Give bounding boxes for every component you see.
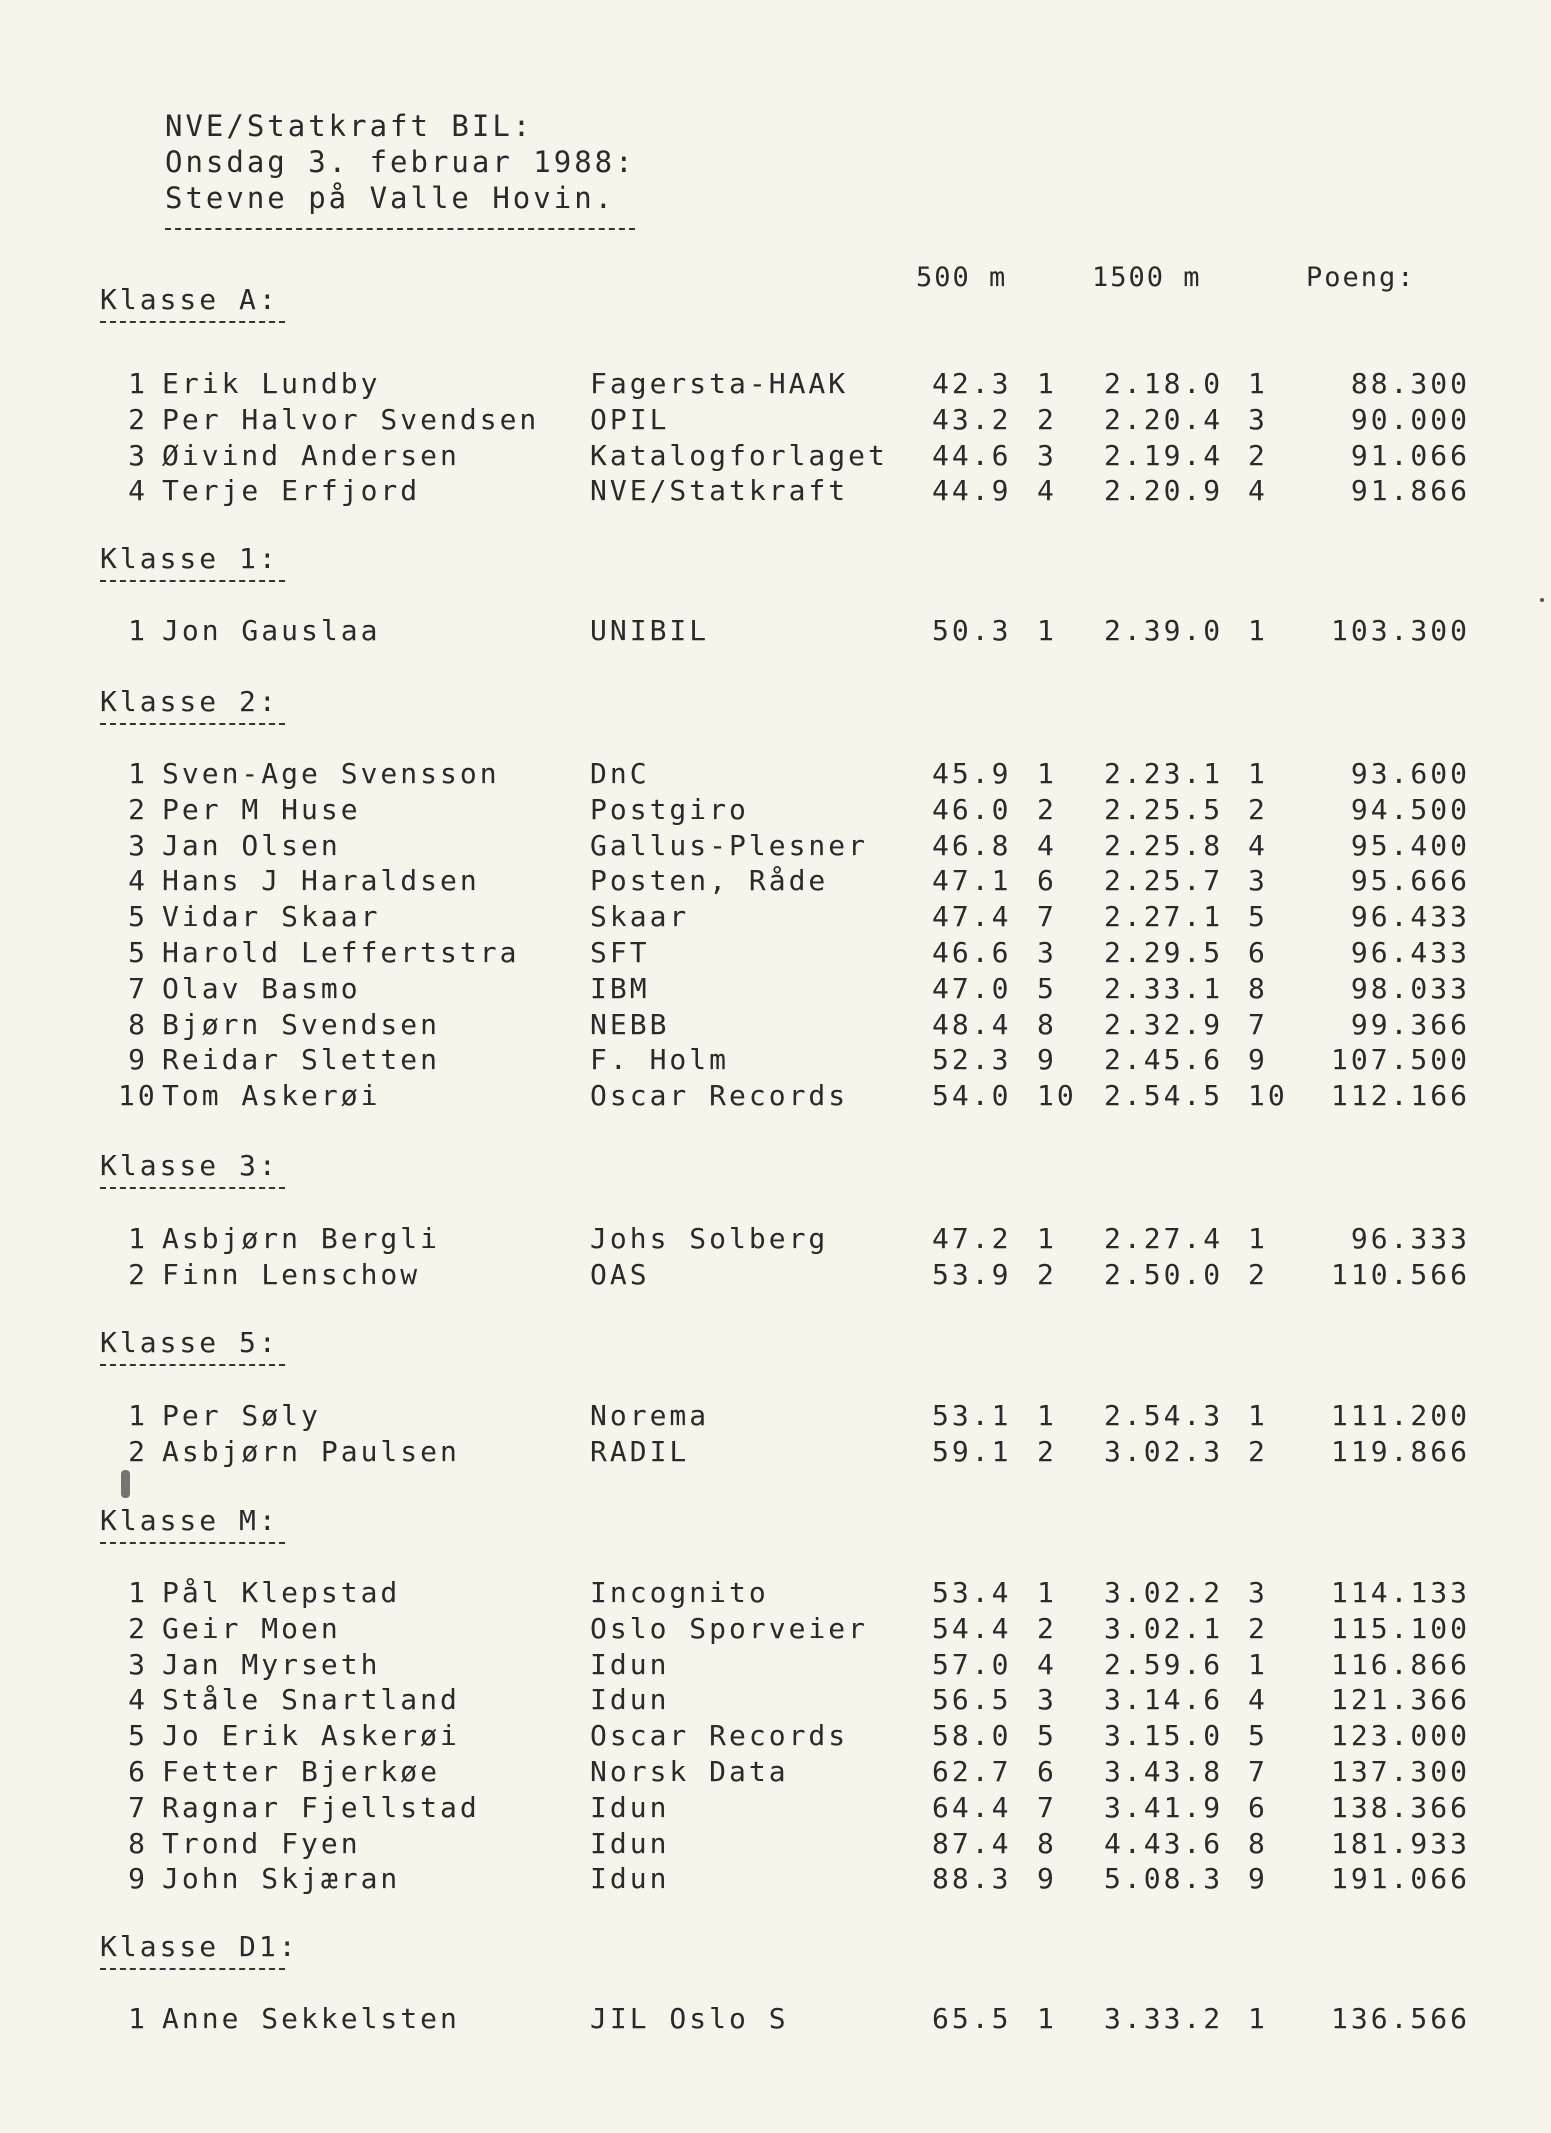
place-cell: 2: [128, 1434, 148, 1468]
rank-500m: 1: [1037, 1222, 1057, 1255]
time-500m: 50.3: [932, 614, 1012, 647]
time-500m: 48.4: [932, 1007, 1012, 1041]
athlete-name: Finn Lenschow: [162, 1257, 421, 1291]
rank-1500m: 9: [1248, 1043, 1268, 1077]
points-cell: 95.400: [1350, 828, 1470, 862]
rank-500m: 2: [1037, 1611, 1057, 1645]
rank-500m: 9: [1037, 1043, 1057, 1077]
club-name: JIL Oslo S: [590, 2002, 789, 2035]
rank-500m: 3: [1037, 1683, 1057, 1717]
time-1500m: 2.20.9: [1104, 474, 1224, 508]
points-cell: 112.166: [1330, 1079, 1470, 1113]
time-1500m: 3.14.6: [1104, 1683, 1224, 1717]
place-cell: 1: [128, 367, 148, 400]
time-500m: 64.4: [932, 1790, 1012, 1824]
club-name: Idun: [590, 1826, 670, 1860]
result-row: [0, 1683, 1551, 1717]
time-500m: 46.8: [932, 828, 1012, 862]
rank-500m: 6: [1037, 864, 1057, 898]
points-cell: 119.866: [1330, 1434, 1470, 1468]
club-name: SFT: [590, 936, 650, 969]
rank-500m: 4: [1037, 1647, 1057, 1681]
athlete-name: Jon Gauslaa: [162, 614, 381, 647]
club-name: Gallus-Plesner: [590, 828, 869, 862]
time-1500m: 2.27.1: [1104, 900, 1224, 934]
time-500m: 88.3: [932, 1862, 1012, 1896]
time-1500m: 4.43.6: [1104, 1826, 1224, 1860]
time-500m: 65.5: [932, 2002, 1012, 2035]
time-500m: 53.1: [932, 1399, 1012, 1432]
athlete-name: Erik Lundby: [162, 367, 381, 400]
place-cell: 4: [128, 1683, 148, 1717]
time-1500m: 2.20.4: [1104, 402, 1224, 436]
club-name: Postgiro: [590, 792, 749, 826]
points-cell: 94.500: [1350, 792, 1470, 826]
time-500m: 45.9: [932, 757, 1012, 790]
class-divider: [100, 723, 285, 725]
result-row: [0, 793, 1551, 827]
class-divider: [100, 580, 285, 582]
result-row: [0, 2002, 1551, 2036]
rank-500m: 1: [1037, 614, 1057, 647]
time-1500m: 2.25.7: [1104, 864, 1224, 898]
col-header-500m: 500 m: [916, 262, 1008, 293]
athlete-name: Vidar Skaar: [162, 900, 381, 934]
rank-500m: 7: [1037, 1790, 1057, 1824]
result-row: [0, 1258, 1551, 1292]
place-cell: 7: [128, 971, 148, 1005]
rank-1500m: 1: [1248, 1222, 1268, 1255]
time-500m: 44.9: [932, 474, 1012, 508]
points-cell: 107.500: [1330, 1043, 1470, 1077]
time-1500m: 2.59.6: [1104, 1647, 1224, 1681]
time-1500m: 2.32.9: [1104, 1007, 1224, 1041]
time-1500m: 2.19.4: [1104, 438, 1224, 472]
col-header-points: Poeng:: [1306, 262, 1416, 293]
time-1500m: 2.39.0: [1104, 614, 1224, 647]
time-500m: 47.0: [932, 971, 1012, 1005]
athlete-name: Hans J Haraldsen: [162, 864, 480, 898]
place-cell: 1: [128, 1399, 148, 1432]
rank-1500m: 7: [1248, 1755, 1268, 1788]
time-500m: 52.3: [932, 1043, 1012, 1077]
rank-500m: 5: [1037, 971, 1057, 1005]
club-name: DnC: [590, 757, 650, 790]
time-1500m: 2.50.0: [1104, 1257, 1224, 1291]
rank-1500m: 3: [1248, 1576, 1268, 1609]
rank-1500m: 2: [1248, 1611, 1268, 1645]
athlete-name: Harold Leffertstra: [162, 936, 520, 969]
athlete-name: Jan Myrseth: [162, 1647, 381, 1681]
rank-500m: 4: [1037, 828, 1057, 862]
time-1500m: 3.43.8: [1104, 1755, 1224, 1788]
result-row: [0, 1612, 1551, 1646]
time-500m: 47.4: [932, 900, 1012, 934]
rank-1500m: 8: [1248, 1826, 1268, 1860]
time-1500m: 2.29.5: [1104, 936, 1224, 969]
time-1500m: 5.08.3: [1104, 1862, 1224, 1896]
result-row: [0, 900, 1551, 934]
place-cell: 1: [128, 757, 148, 790]
club-name: Oslo Sporveier: [590, 1611, 869, 1645]
club-name: NEBB: [590, 1007, 670, 1041]
class-title: Klasse M:: [100, 1504, 279, 1537]
points-cell: 111.200: [1330, 1399, 1470, 1432]
place-cell: 1: [128, 614, 148, 647]
time-500m: 54.0: [932, 1079, 1012, 1113]
rank-1500m: 1: [1248, 757, 1268, 790]
athlete-name: Geir Moen: [162, 1611, 341, 1645]
athlete-name: Per Halvor Svendsen: [162, 402, 540, 436]
rank-1500m: 2: [1248, 1257, 1268, 1291]
athlete-name: Trond Fyen: [162, 1826, 361, 1860]
place-cell: 6: [128, 1755, 148, 1788]
time-500m: 58.0: [932, 1719, 1012, 1753]
rank-500m: 6: [1037, 1755, 1057, 1788]
points-cell: 121.366: [1330, 1683, 1470, 1717]
header-divider: [165, 228, 635, 230]
time-1500m: 2.54.3: [1104, 1399, 1224, 1432]
club-name: Johs Solberg: [590, 1222, 829, 1255]
points-cell: 90.000: [1350, 402, 1470, 436]
rank-500m: 1: [1037, 757, 1057, 790]
club-name: NVE/Statkraft: [590, 474, 849, 508]
time-500m: 62.7: [932, 1755, 1012, 1788]
place-cell: 1: [128, 1576, 148, 1609]
athlete-name: Per Søly: [162, 1399, 321, 1432]
rank-500m: 2: [1037, 1257, 1057, 1291]
result-row: [0, 1862, 1551, 1896]
club-name: F. Holm: [590, 1043, 730, 1077]
rank-500m: 9: [1037, 1862, 1057, 1896]
class-divider: [100, 1542, 285, 1544]
club-name: Idun: [590, 1647, 670, 1681]
place-cell: 9: [128, 1862, 148, 1896]
athlete-name: Jan Olsen: [162, 828, 341, 862]
rank-500m: 10: [1037, 1079, 1077, 1113]
result-row: [0, 757, 1551, 791]
athlete-name: Øivind Andersen: [162, 438, 460, 472]
ink-dot: [1540, 598, 1544, 602]
rank-1500m: 4: [1248, 474, 1268, 508]
athlete-name: Asbjørn Bergli: [162, 1222, 441, 1255]
class-divider: [100, 321, 285, 323]
points-cell: 116.866: [1330, 1647, 1470, 1681]
result-row: [0, 367, 1551, 401]
header-line-3: Stevne på Valle Hovin.: [165, 181, 616, 215]
points-cell: 91.866: [1350, 474, 1470, 508]
club-name: Katalogforlaget: [590, 438, 888, 472]
points-cell: 181.933: [1330, 1826, 1470, 1860]
points-cell: 91.066: [1350, 438, 1470, 472]
rank-1500m: 2: [1248, 438, 1268, 472]
athlete-name: Olav Basmo: [162, 971, 361, 1005]
time-500m: 57.0: [932, 1647, 1012, 1681]
points-cell: 114.133: [1330, 1576, 1470, 1609]
time-500m: 59.1: [932, 1434, 1012, 1468]
result-row: [0, 1222, 1551, 1256]
points-cell: 96.433: [1350, 936, 1470, 969]
time-1500m: 3.02.2: [1104, 1576, 1224, 1609]
time-1500m: 2.27.4: [1104, 1222, 1224, 1255]
time-1500m: 2.25.8: [1104, 828, 1224, 862]
club-name: UNIBIL: [590, 614, 710, 647]
rank-500m: 8: [1037, 1007, 1057, 1041]
place-cell: 5: [128, 900, 148, 934]
points-cell: 115.100: [1330, 1611, 1470, 1645]
result-row: [0, 1043, 1551, 1077]
club-name: IBM: [590, 971, 650, 1005]
rank-1500m: 9: [1248, 1862, 1268, 1896]
athlete-name: Jo Erik Askerøi: [162, 1719, 460, 1753]
time-500m: 53.9: [932, 1257, 1012, 1291]
rank-500m: 1: [1037, 367, 1057, 400]
rank-500m: 8: [1037, 1826, 1057, 1860]
class-divider: [100, 1968, 285, 1970]
rank-1500m: 5: [1248, 900, 1268, 934]
points-cell: 99.366: [1350, 1007, 1470, 1041]
rank-1500m: 1: [1248, 2002, 1268, 2035]
time-500m: 53.4: [932, 1576, 1012, 1609]
points-cell: 110.566: [1330, 1257, 1470, 1291]
athlete-name: Ragnar Fjellstad: [162, 1790, 480, 1824]
time-1500m: 2.45.6: [1104, 1043, 1224, 1077]
rank-1500m: 8: [1248, 971, 1268, 1005]
result-row: [0, 474, 1551, 508]
rank-500m: 1: [1037, 1399, 1057, 1432]
points-cell: 88.300: [1350, 367, 1470, 400]
points-cell: 103.300: [1330, 614, 1470, 647]
points-cell: 96.333: [1350, 1222, 1470, 1255]
time-1500m: 2.18.0: [1104, 367, 1224, 400]
result-row: [0, 864, 1551, 898]
time-500m: 47.2: [932, 1222, 1012, 1255]
result-row: [0, 829, 1551, 863]
time-500m: 87.4: [932, 1826, 1012, 1860]
points-cell: 138.366: [1330, 1790, 1470, 1824]
athlete-name: Reidar Sletten: [162, 1043, 441, 1077]
result-row: [0, 936, 1551, 970]
place-cell: 2: [128, 1257, 148, 1291]
rank-1500m: 1: [1248, 367, 1268, 400]
result-row: [0, 1791, 1551, 1825]
athlete-name: Terje Erfjord: [162, 474, 421, 508]
document-header: [165, 108, 636, 216]
time-1500m: 2.23.1: [1104, 757, 1224, 790]
rank-1500m: 4: [1248, 828, 1268, 862]
rank-1500m: 1: [1248, 614, 1268, 647]
time-500m: 54.4: [932, 1611, 1012, 1645]
club-name: Oscar Records: [590, 1079, 849, 1113]
rank-500m: 1: [1037, 1576, 1057, 1609]
place-cell: 3: [128, 1647, 148, 1681]
rank-1500m: 10: [1248, 1079, 1288, 1113]
athlete-name: Pål Klepstad: [162, 1576, 401, 1609]
time-500m: 44.6: [932, 438, 1012, 472]
rank-1500m: 7: [1248, 1007, 1268, 1041]
result-row: [0, 972, 1551, 1006]
athlete-name: Ståle Snartland: [162, 1683, 460, 1717]
result-row: [0, 1435, 1551, 1469]
rank-500m: 2: [1037, 1434, 1057, 1468]
time-500m: 46.6: [932, 936, 1012, 969]
athlete-name: Bjørn Svendsen: [162, 1007, 441, 1041]
rank-1500m: 2: [1248, 1434, 1268, 1468]
rank-1500m: 6: [1248, 1790, 1268, 1824]
club-name: Incognito: [590, 1576, 769, 1609]
club-name: Idun: [590, 1790, 670, 1824]
rank-500m: 2: [1037, 792, 1057, 826]
result-row: [0, 1576, 1551, 1610]
rank-500m: 1: [1037, 2002, 1057, 2035]
athlete-name: Anne Sekkelsten: [162, 2002, 460, 2035]
ink-smudge: [121, 1470, 130, 1498]
athlete-name: Fetter Bjerkøe: [162, 1755, 441, 1788]
place-cell: 8: [128, 1007, 148, 1041]
club-name: RADIL: [590, 1434, 690, 1468]
rank-500m: 5: [1037, 1719, 1057, 1753]
rank-1500m: 4: [1248, 1683, 1268, 1717]
result-row: [0, 1079, 1551, 1113]
class-divider: [100, 1364, 285, 1366]
club-name: Skaar: [590, 900, 690, 934]
col-header-1500m: 1500 m: [1092, 262, 1202, 293]
result-row: [0, 439, 1551, 473]
rank-1500m: 2: [1248, 792, 1268, 826]
time-1500m: 3.02.1: [1104, 1611, 1224, 1645]
result-row: [0, 1008, 1551, 1042]
place-cell: 2: [128, 792, 148, 826]
time-500m: 47.1: [932, 864, 1012, 898]
class-title: Klasse D1:: [100, 1930, 299, 1963]
athlete-name: Per M Huse: [162, 792, 361, 826]
result-row: [0, 1399, 1551, 1433]
rank-500m: 2: [1037, 402, 1057, 436]
club-name: Oscar Records: [590, 1719, 849, 1753]
athlete-name: Asbjørn Paulsen: [162, 1434, 460, 1468]
result-row: [0, 1755, 1551, 1789]
points-cell: 136.566: [1330, 2002, 1470, 2035]
place-cell: 2: [128, 1611, 148, 1645]
club-name: Idun: [590, 1862, 670, 1896]
class-title: Klasse 1:: [100, 542, 279, 575]
rank-1500m: 6: [1248, 936, 1268, 969]
place-cell: 9: [128, 1043, 148, 1077]
club-name: Fagersta-HAAK: [590, 367, 849, 400]
club-name: Idun: [590, 1683, 670, 1717]
time-1500m: 2.33.1: [1104, 971, 1224, 1005]
time-1500m: 3.41.9: [1104, 1790, 1224, 1824]
athlete-name: Tom Askerøi: [162, 1079, 381, 1113]
points-cell: 96.433: [1350, 900, 1470, 934]
time-1500m: 3.02.3: [1104, 1434, 1224, 1468]
rank-500m: 4: [1037, 474, 1057, 508]
points-cell: 98.033: [1350, 971, 1470, 1005]
time-1500m: 3.33.2: [1104, 2002, 1224, 2035]
class-title: Klasse A:: [100, 283, 279, 316]
result-row: [0, 1648, 1551, 1682]
rank-1500m: 5: [1248, 1719, 1268, 1753]
result-row: [0, 614, 1551, 648]
points-cell: 137.300: [1330, 1755, 1470, 1788]
place-cell: 4: [128, 474, 148, 508]
rank-1500m: 1: [1248, 1399, 1268, 1432]
club-name: OPIL: [590, 402, 670, 436]
rank-500m: 3: [1037, 936, 1057, 969]
class-divider: [100, 1187, 285, 1189]
class-title: Klasse 5:: [100, 1326, 279, 1359]
place-cell: 1: [128, 2002, 148, 2035]
points-cell: 93.600: [1350, 757, 1470, 790]
place-cell: 10: [118, 1079, 158, 1113]
athlete-name: John Skjæran: [162, 1862, 401, 1896]
header-line-1: NVE/Statkraft BIL:: [165, 109, 534, 143]
place-cell: 1: [128, 1222, 148, 1255]
athlete-name: Sven-Age Svensson: [162, 757, 500, 790]
result-row: [0, 403, 1551, 437]
points-cell: 191.066: [1330, 1862, 1470, 1896]
club-name: OAS: [590, 1257, 650, 1291]
header-line-2: Onsdag 3. februar 1988:: [165, 145, 636, 179]
points-cell: 95.666: [1350, 864, 1470, 898]
time-500m: 46.0: [932, 792, 1012, 826]
result-row: [0, 1719, 1551, 1753]
place-cell: 5: [128, 936, 148, 969]
time-500m: 43.2: [932, 402, 1012, 436]
place-cell: 3: [128, 828, 148, 862]
class-title: Klasse 3:: [100, 1149, 279, 1182]
class-title: Klasse 2:: [100, 685, 279, 718]
place-cell: 5: [128, 1719, 148, 1753]
rank-500m: 7: [1037, 900, 1057, 934]
time-1500m: 2.25.5: [1104, 792, 1224, 826]
time-1500m: 2.54.5: [1104, 1079, 1224, 1113]
rank-1500m: 1: [1248, 1647, 1268, 1681]
place-cell: 3: [128, 438, 148, 472]
club-name: Norsk Data: [590, 1755, 789, 1788]
place-cell: 8: [128, 1826, 148, 1860]
result-row: [0, 1827, 1551, 1861]
place-cell: 2: [128, 402, 148, 436]
time-500m: 42.3: [932, 367, 1012, 400]
club-name: Norema: [590, 1399, 710, 1432]
rank-500m: 3: [1037, 438, 1057, 472]
place-cell: 7: [128, 1790, 148, 1824]
rank-1500m: 3: [1248, 402, 1268, 436]
rank-1500m: 3: [1248, 864, 1268, 898]
time-500m: 56.5: [932, 1683, 1012, 1717]
time-1500m: 3.15.0: [1104, 1719, 1224, 1753]
place-cell: 4: [128, 864, 148, 898]
points-cell: 123.000: [1330, 1719, 1470, 1753]
club-name: Posten, Råde: [590, 864, 829, 898]
